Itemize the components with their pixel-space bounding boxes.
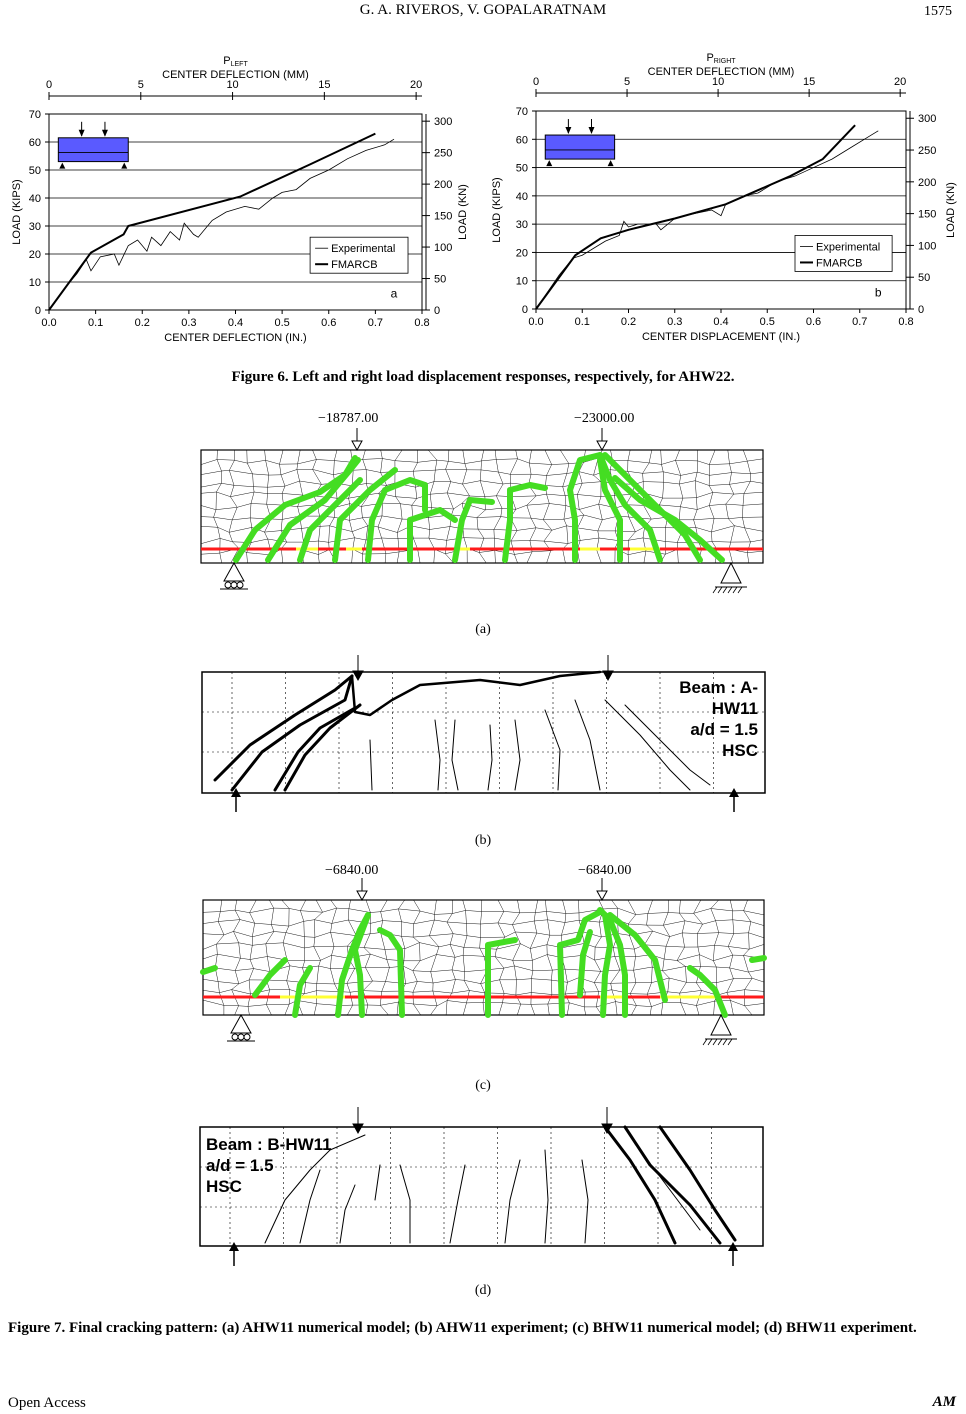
panel-c-support-right-hatch [703,1039,707,1045]
x-tick-label: 0.6 [805,316,822,328]
top-axis-tick-label: 5 [623,76,631,88]
y-tick-label: 40 [28,193,41,205]
panel-c-support-left-roller [238,1034,244,1040]
panel-c-support-right-hatch [713,1039,717,1045]
legend-label-fmarcb: FMARCB [331,259,378,272]
panel-d-beam-label [206,1134,332,1197]
figure7-caption: Figure 7. Final cracking pattern: (a) AHW11 numerical model; (b) AHW11 experiment; (c) BHW11 numerical model; (d) BHW11 experiment. [8,1320,917,1336]
panel-c-crack [203,968,215,972]
x-tick-label: 0.2 [134,317,150,329]
panel-a-support-left [224,563,244,581]
panel-c-support-right-hatch [708,1039,712,1045]
y-axis-label-left: LOAD (KIPS) [11,179,23,245]
x-tick-label: 0.0 [528,316,544,328]
panel-a-load-left: −18787.00 [318,411,379,426]
y-axis-label-right: LOAD (KN) [457,184,469,240]
page-number: 1575 [924,4,952,19]
y-tick-label: 10 [28,277,41,289]
panel-letter: b [874,285,882,300]
x-tick-label: 0.7 [367,317,384,329]
x-tick-label: 0.3 [667,316,683,328]
right-axis-tick-label: 0 [918,304,925,316]
panel-b-material: HSC [722,741,758,760]
footer-journal: AM [932,1394,956,1410]
panel-c-load-right: −6840.00 [578,863,632,878]
panel-a-support-left-roller [237,582,243,588]
x-axis-label: CENTER DEFLECTION (IN.) [164,332,307,344]
right-axis-tick-label: 0 [434,305,441,317]
figure6-caption: Figure 6. Left and right load displacement responses, respectively, for AHW22. [231,369,735,385]
panel-a-load-right: −23000.00 [574,411,635,426]
y-tick-label: 20 [515,247,528,260]
footer-open-access: Open Access [8,1395,86,1411]
right-axis-tick-label: 50 [918,272,931,285]
panel-a-support-left-roller [231,582,237,588]
panel-c-support-left [231,1015,251,1033]
panel-b-label: (b) [474,833,492,848]
x-tick-label: 0.7 [852,316,868,328]
y-tick-label: 40 [515,190,528,203]
right-axis-tick-label: 100 [434,242,453,255]
y-tick-label: 50 [28,165,41,177]
y-axis-label-right: LOAD (KN) [945,182,957,238]
panel-a-label: (a) [475,622,491,637]
y-tick-label: 10 [515,275,528,288]
y-axis-label-left: LOAD (KIPS) [491,177,503,243]
x-tick-label: 0.5 [274,317,290,329]
panel-c-support-right-hatch [718,1039,722,1045]
panel-c-support-right [711,1015,731,1035]
right-axis-tick-label: 150 [434,210,453,223]
x-tick-label: 0.1 [574,316,590,328]
legend-label-fmarcb: FMARCB [816,257,863,270]
panel-d-ratio: a/d = 1.5 [206,1156,274,1175]
panel-a-support-right-hatch [733,587,737,593]
x-tick-label: 0.1 [87,317,104,329]
legend-label-experimental: Experimental [331,243,396,256]
y-tick-label: 70 [28,109,41,121]
panel-b-beam-name: Beam : A-HW11 [679,678,758,718]
running-head-authors: G. A. RIVEROS, V. GOPALARATNAM [359,2,607,18]
right-axis-tick-label: 200 [918,176,937,189]
panel-a-support-right-hatch [728,587,732,593]
chart-title: PRIGHT [706,52,736,65]
panel-c-support-right-hatch [728,1039,732,1045]
x-tick-label: 0.6 [321,317,337,329]
x-tick-label: 0.0 [41,317,57,329]
x-tick-label: 0.3 [181,317,197,329]
panel-c-support-left-roller [232,1034,238,1040]
x-tick-label: 0.8 [414,317,430,329]
panel-c-load-arrow-right-head [597,891,607,900]
y-tick-label: 30 [28,221,41,233]
top-axis-tick-label: 0 [532,76,540,88]
panel-c-crack [752,958,764,960]
panel-c-label: (c) [475,1078,491,1093]
top-axis-tick-label: 10 [226,79,239,91]
top-axis-label: CENTER DEFLECTION (MM) [162,69,309,81]
right-axis-tick-label: 200 [434,179,453,192]
panel-b-beam-label [636,677,758,761]
panel-a-support-right [721,563,741,583]
panel-a-support-right-hatch [718,587,722,593]
y-tick-label: 0 [34,305,41,317]
panel-c-support-right-hatch [723,1039,727,1045]
y-tick-label: 0 [521,304,528,316]
panel-c-support-left-roller [244,1034,250,1040]
chart-title: PLEFT [223,55,248,68]
x-tick-label: 0.4 [227,317,244,329]
panel-a-support-right-hatch [713,587,717,593]
top-axis-tick-label: 0 [45,79,53,91]
panel-d-material: HSC [206,1177,242,1196]
panel-a-support-right-hatch [738,587,742,593]
x-tick-label: 0.5 [759,316,775,328]
y-tick-label: 20 [28,249,41,261]
panel-c-load-left: −6840.00 [325,863,379,878]
top-axis-tick-label: 5 [137,79,144,91]
x-tick-label: 0.8 [898,316,914,328]
panel-letter: a [390,286,398,301]
y-tick-label: 60 [515,134,528,147]
panel-a-support-right-hatch [723,587,727,593]
right-axis-tick-label: 50 [434,273,447,286]
right-axis-tick-label: 150 [918,208,937,221]
panel-d-label: (d) [474,1283,492,1298]
x-tick-label: 0.2 [620,316,637,328]
top-axis-tick-label: 10 [711,76,725,88]
panel-c-load-arrow-left-head [357,891,367,900]
panel-a-load-arrow-left-head [352,441,362,450]
top-axis-tick-label: 20 [410,79,423,91]
y-tick-label: 70 [515,106,528,118]
chart-title-subscript: RIGHT [713,58,736,65]
top-axis-label: CENTER DEFLECTION (MM) [647,66,795,78]
panel-b-ratio: a/d = 1.5 [690,720,758,739]
right-axis-tick-label: 300 [918,113,937,126]
top-axis-tick-label: 20 [894,76,907,88]
y-tick-label: 30 [515,219,528,232]
x-axis-label: CENTER DISPLACEMENT (IN.) [641,331,801,343]
panel-a-support-left-roller [225,582,231,588]
top-axis-tick-label: 15 [318,79,331,91]
chart-title-subscript: LEFT [230,61,248,68]
y-tick-label: 60 [28,137,41,149]
right-axis-tick-label: 250 [434,147,453,160]
top-axis-tick-label: 15 [803,76,816,88]
x-tick-label: 0.4 [713,316,729,328]
panel-d-beam-name: Beam : B-HW11 [206,1135,332,1154]
right-axis-tick-label: 300 [434,116,453,129]
right-axis-tick-label: 100 [918,240,937,253]
panel-a-load-arrow-right-head [597,441,607,450]
legend-label-experimental: Experimental [816,241,881,254]
y-tick-label: 50 [515,162,528,175]
right-axis-tick-label: 250 [918,145,937,158]
